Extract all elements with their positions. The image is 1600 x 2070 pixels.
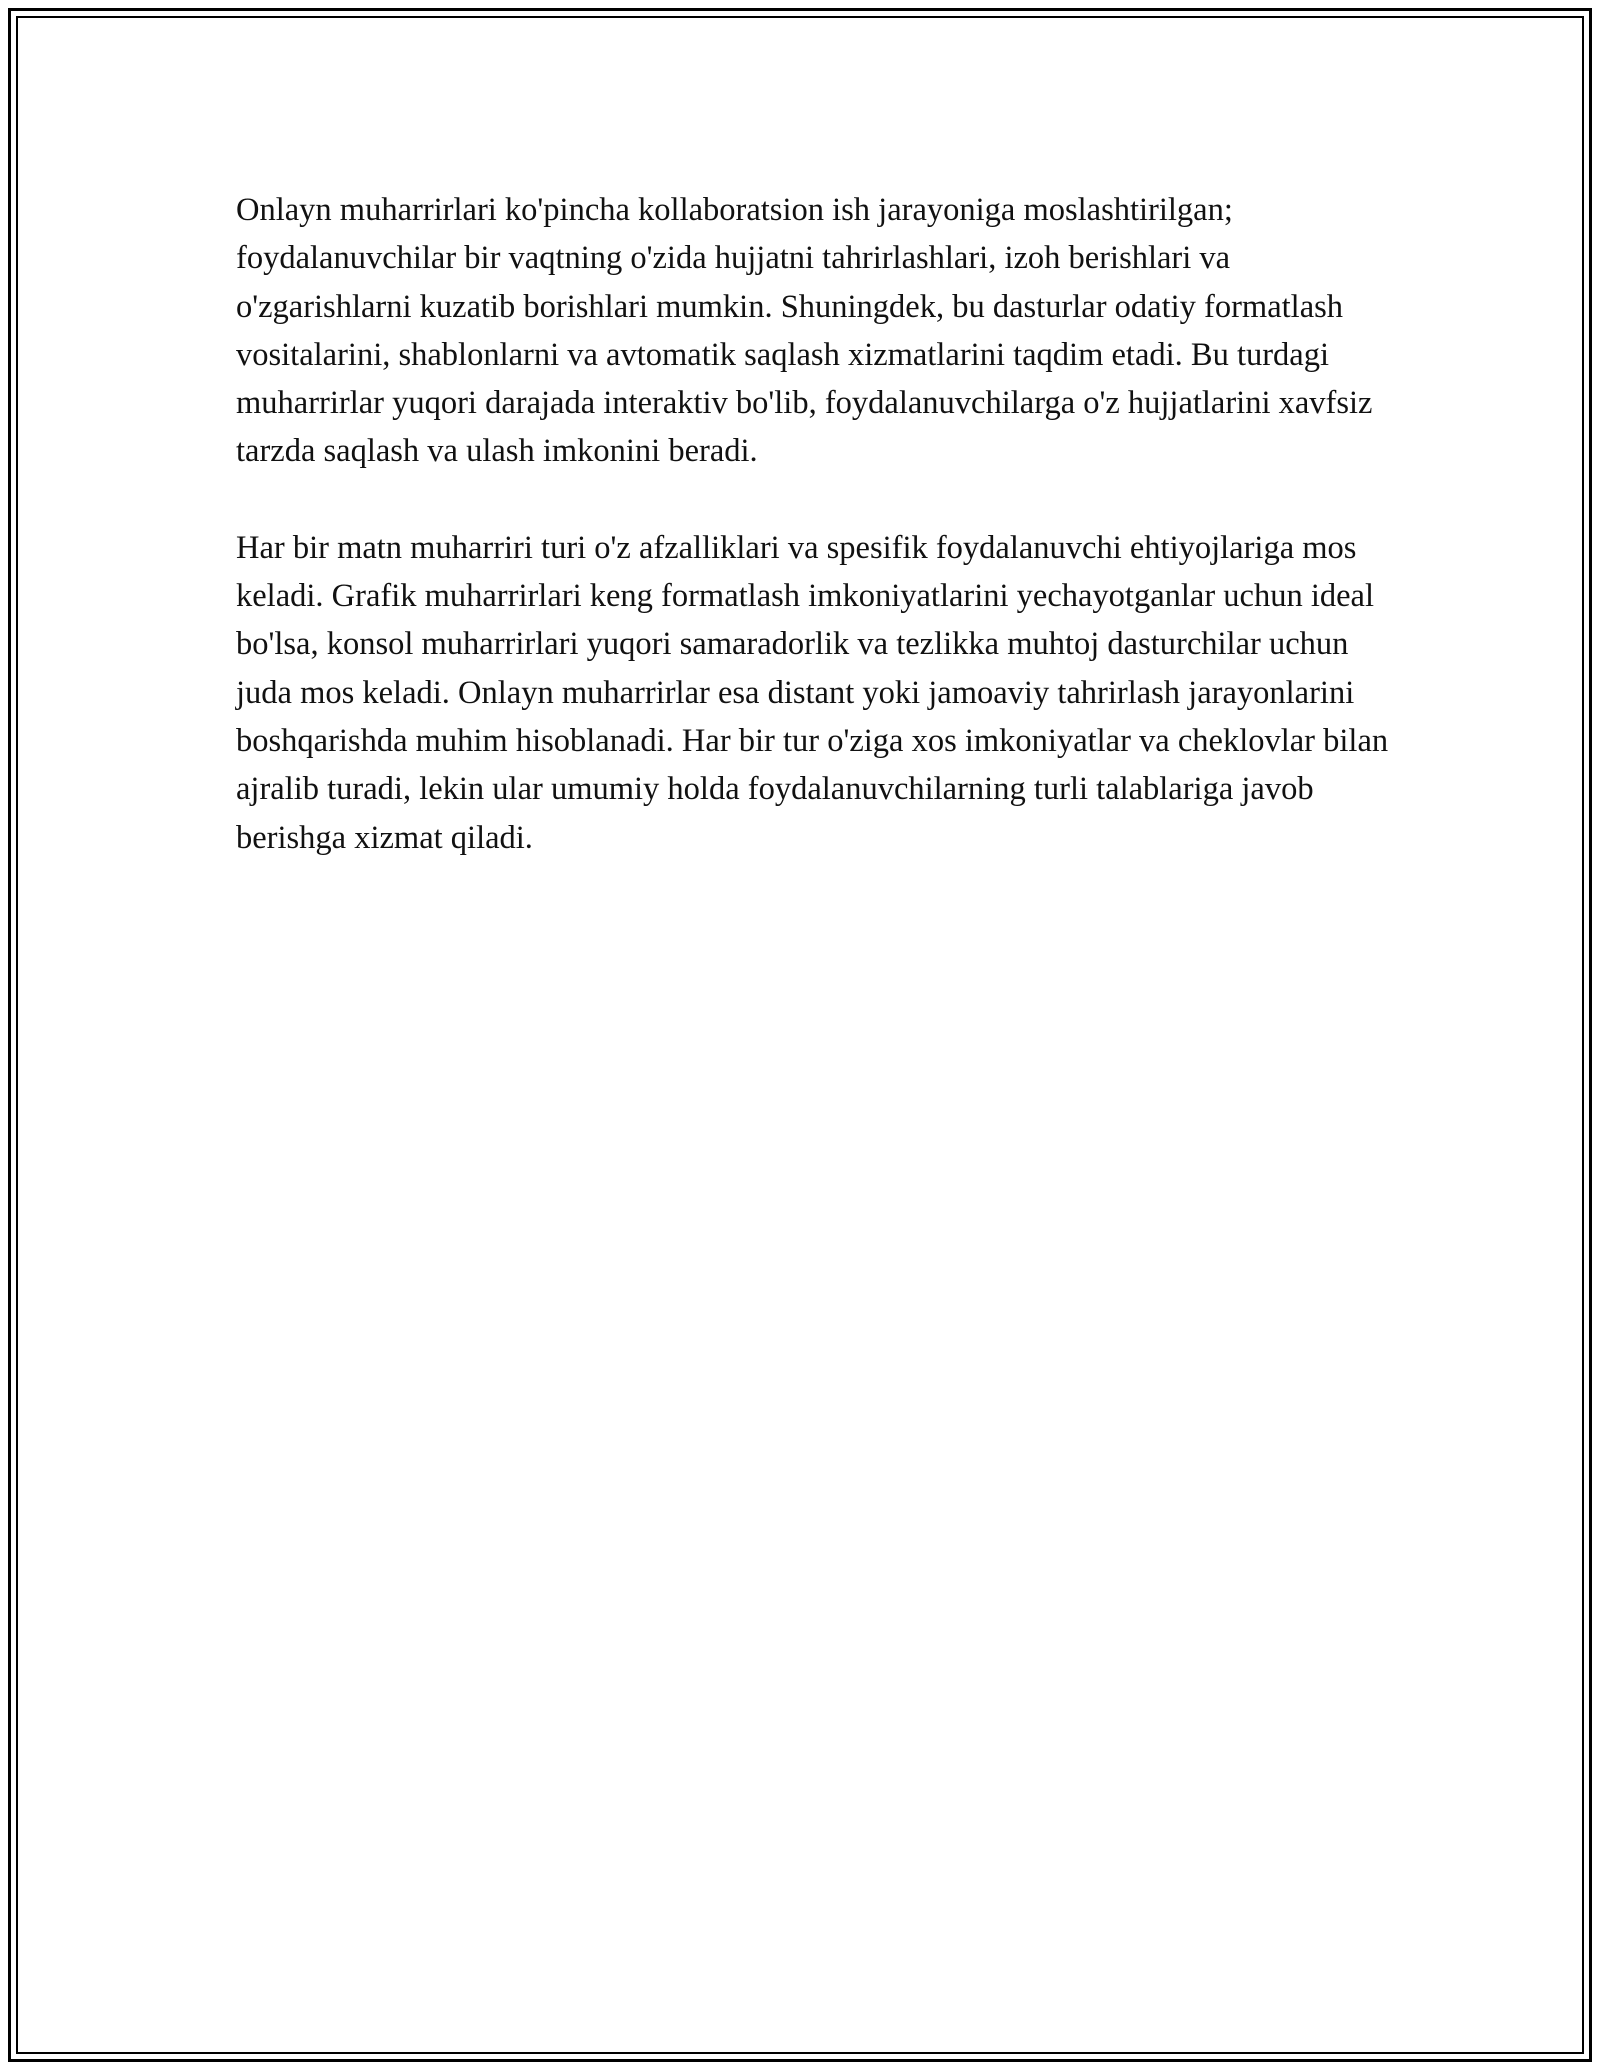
document-body bbox=[236, 186, 1396, 910]
paragraph-online-editors: Onlayn muharrirlari ko'pincha kollaboratsion ish jarayoniga moslashtirilgan; foydalanuvchilar bir vaqtning o'zida hujjatni tahrirlashlari, izoh berishlari va o'zgarishlarni kuzatib borishlari mumkin. Shuningdek, bu dasturlar odatiy formatlash vositalarini, shablonlarni va avtomatik saqlash xizmatlarini taqdim etadi. Bu turdagi muharrirlar yuqori darajada interaktiv bo'lib, foydalanuvchilarga o'z hujjatlarini xavfsiz tarzda saqlash va ulash imkonini beradi. bbox=[236, 192, 1373, 470]
paragraph-editor-types-summary: Har bir matn muharriri turi o'z afzalliklari va spesifik foydalanuvchi ehtiyojlariga mos keladi. Grafik muharrirlari keng formatlash imkoniyatlarini yechayotganlar uchun ideal bo'lsa, konsol muharrirlari yuqori samaradorlik va tezlikka muhtoj dasturchilar uchun juda mos keladi. Onlayn muharrirlar esa distant yoki jamoaviy tahrirlash jarayonlarini boshqarishda muhim hisoblanadi. Har bir tur o'ziga xos imkoniyatlar va cheklovlar bilan ajralib turadi, lekin ular umumiy holda foydalanuvchilarning turli talablariga javob berishga xizmat qiladi. bbox=[236, 529, 1389, 856]
